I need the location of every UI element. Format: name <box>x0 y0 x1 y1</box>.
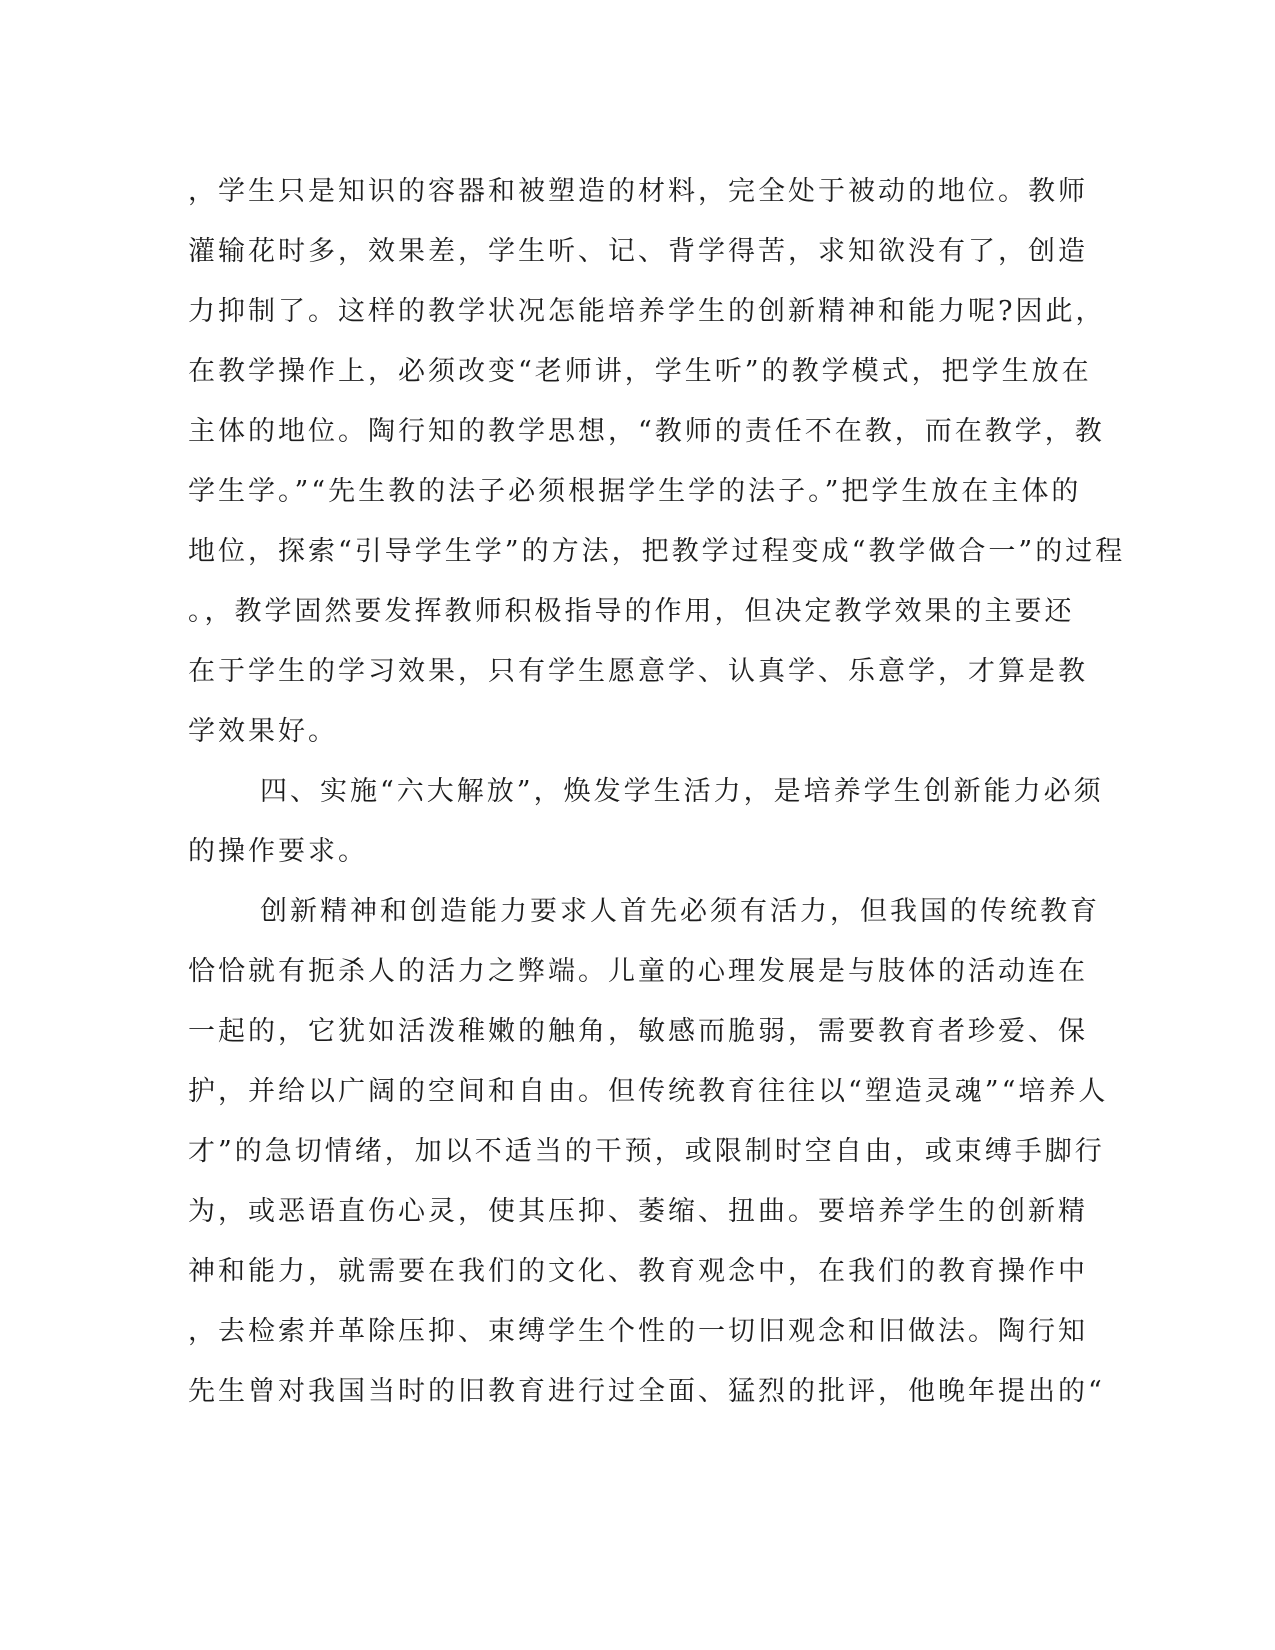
text-line: 才”的急切情绪，加以不适当的干预，或限制时空自由，或束缚手脚行 <box>188 1136 1105 1167</box>
text-line: 一起的，它犹如活泼稚嫩的触角，敏感而脆弱，需要教育者珍爱、保 <box>188 1016 1088 1047</box>
text-line: 在于学生的学习效果，只有学生愿意学、认真学、乐意学，才算是教 <box>188 656 1088 687</box>
text-line: 学效果好。 <box>188 716 338 747</box>
text-line: 恰恰就有扼杀人的活力之弊端。儿童的心理发展是与肢体的活动连在 <box>188 956 1088 987</box>
text-line: 护，并给以广阔的空间和自由。但传统教育往往以“塑造灵魂”“培养人 <box>188 1076 1109 1107</box>
document-body <box>188 162 1126 1422</box>
text-line: 主体的地位。陶行知的教学思想，“教师的责任不在教，而在教学，教 <box>188 416 1105 447</box>
text-line: 创新精神和创造能力要求人首先必须有活力，但我国的传统教育 <box>260 896 1100 927</box>
text-line: 在教学操作上，必须改变“老师讲，学生听”的教学模式，把学生放在 <box>188 356 1092 387</box>
text-line: 为，或恶语直伤心灵，使其压抑、萎缩、扭曲。要培养学生的创新精 <box>188 1196 1088 1227</box>
text-line: 先生曾对我国当时的旧教育进行过全面、猛烈的批评，他晚年提出的“ <box>188 1376 1105 1407</box>
text-line: ，学生只是知识的容器和被塑造的材料，完全处于被动的地位。教师 <box>188 176 1088 207</box>
text-line: 。，教学固然要发挥教师积极指导的作用，但决定教学效果的主要还 <box>188 596 1075 627</box>
text-line: 学生学。”“先生教的法子必须根据学生学的法子。”把学生放在主体的 <box>188 476 1082 507</box>
text-line: 地位，探索“引导学生学”的方法，把教学过程变成“教学做合一”的过程 <box>188 536 1126 567</box>
text-line: ，去检索并革除压抑、束缚学生个性的一切旧观念和旧做法。陶行知 <box>188 1316 1088 1347</box>
section-heading-line: 的操作要求。 <box>188 836 368 867</box>
text-line: 力抑制了。这样的教学状况怎能培养学生的创新精神和能力呢?因此， <box>188 296 1106 327</box>
text-line: 灌输花时多，效果差，学生听、记、背学得苦，求知欲没有了，创造 <box>188 236 1088 267</box>
section-heading-line: 四、实施“六大解放”，焕发学生活力，是培养学生创新能力必须 <box>260 776 1104 807</box>
text-line: 神和能力，就需要在我们的文化、教育观念中，在我们的教育操作中 <box>188 1256 1088 1287</box>
